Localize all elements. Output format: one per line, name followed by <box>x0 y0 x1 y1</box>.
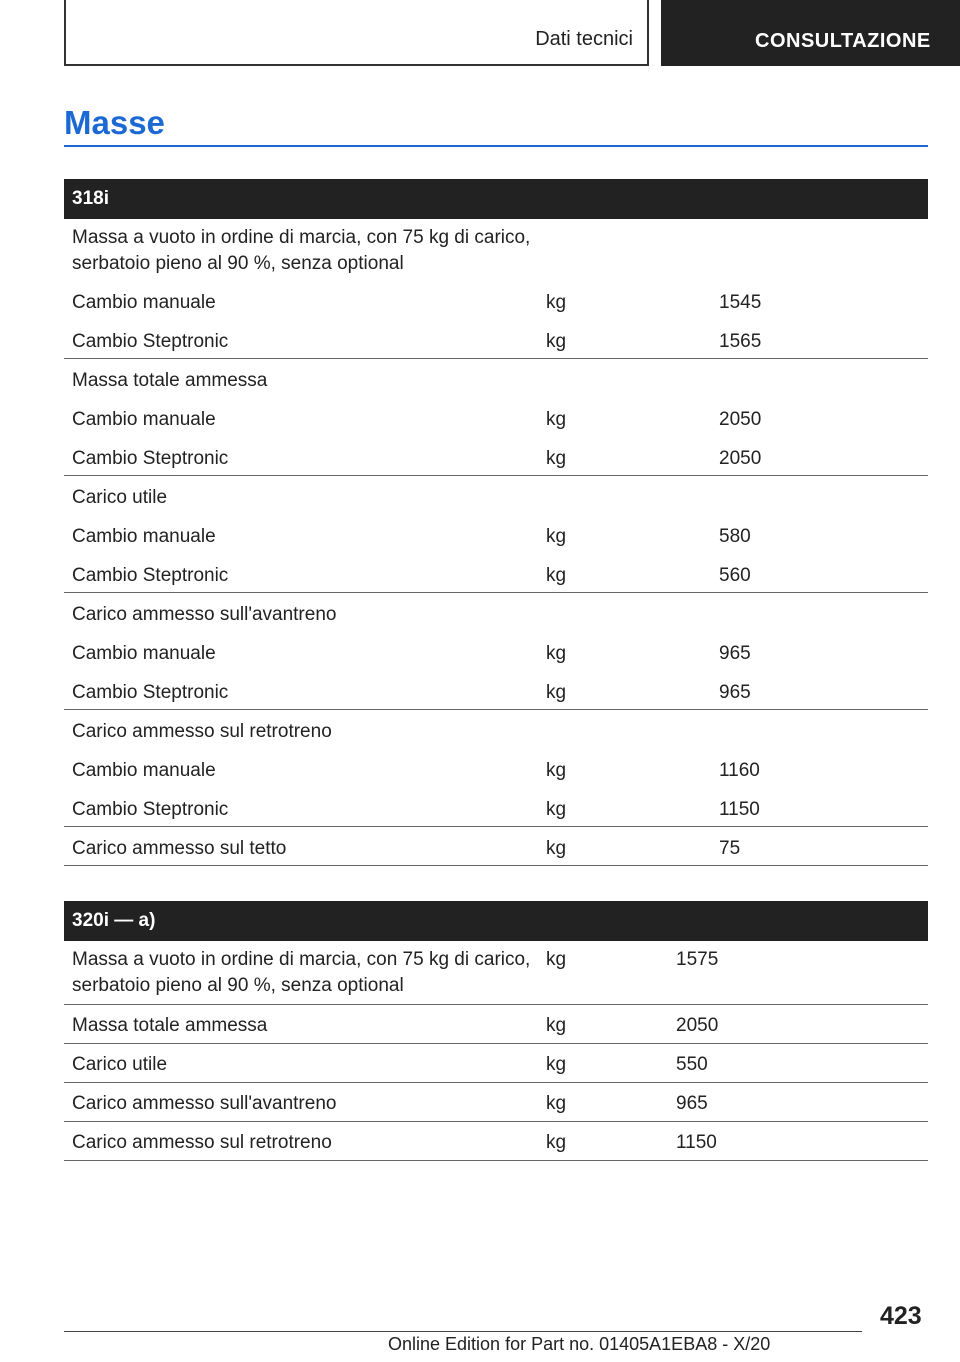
table-318i-title: 318i <box>64 179 928 219</box>
row-unit: kg <box>546 838 567 859</box>
row-label-cont: serbatoio pieno al 90 %, senza optional <box>72 253 404 274</box>
row-unit: kg <box>546 682 567 703</box>
title-divider <box>64 145 928 147</box>
table-row <box>64 632 928 671</box>
table-318i <box>64 179 928 866</box>
table-row <box>64 941 928 1005</box>
table-row <box>64 359 928 398</box>
row-label: Carico utile <box>72 487 168 508</box>
row-unit: kg <box>546 331 567 352</box>
table-row <box>64 671 928 710</box>
row-label: Cambio manuale <box>72 760 216 781</box>
footer-edition-text: Online Edition for Part no. 01405A1EBA8 - X/20 <box>388 1334 771 1354</box>
row-label: Cambio Steptronic <box>72 799 229 820</box>
row-unit: kg <box>546 949 567 970</box>
row-label: Carico utile <box>72 1054 168 1075</box>
row-unit: kg <box>546 526 567 547</box>
row-label: Cambio Steptronic <box>72 448 229 469</box>
row-value: 1545 <box>719 292 762 313</box>
row-label: Cambio Steptronic <box>72 565 229 586</box>
table-row <box>64 827 928 866</box>
table-row <box>64 1044 928 1083</box>
row-value: 1160 <box>719 760 760 781</box>
row-label: Cambio Steptronic <box>72 682 229 703</box>
row-value: 2050 <box>719 409 762 430</box>
row-value: 1150 <box>719 799 760 820</box>
table-row <box>64 1083 928 1122</box>
row-value: 2050 <box>719 448 762 469</box>
table-row <box>64 437 928 476</box>
table-row <box>64 749 928 788</box>
header-section-label: Dati tecnici <box>535 28 633 50</box>
row-value: 2050 <box>676 1015 719 1036</box>
row-value: 1575 <box>676 949 719 970</box>
row-label: Carico ammesso sul tetto <box>72 838 287 859</box>
table-row <box>64 515 928 554</box>
row-value: 75 <box>719 838 741 859</box>
row-value: 965 <box>719 682 751 703</box>
row-unit: kg <box>546 799 567 820</box>
table-row <box>64 219 928 281</box>
row-unit: kg <box>546 1015 567 1036</box>
row-label: Carico ammesso sul retrotreno <box>72 721 332 742</box>
header-chapter-tab <box>661 0 960 66</box>
table-row <box>64 476 928 515</box>
row-label-cont: serbatoio pieno al 90 %, senza optional <box>72 975 404 996</box>
row-unit: kg <box>546 1093 567 1114</box>
row-unit: kg <box>546 643 567 664</box>
row-label: Cambio manuale <box>72 409 216 430</box>
row-label: Massa a vuoto in ordine di marcia, con 75 kg di carico, <box>72 949 531 970</box>
row-value: 1565 <box>719 331 762 352</box>
table-320i <box>64 901 928 1161</box>
page-title: Masse <box>64 104 165 141</box>
row-label: Massa totale ammessa <box>72 370 268 391</box>
row-value: 580 <box>719 526 751 547</box>
row-label: Massa a vuoto in ordine di marcia, con 75 kg di carico, <box>72 227 531 248</box>
row-value: 560 <box>719 565 751 586</box>
row-label: Cambio Steptronic <box>72 331 229 352</box>
row-unit: kg <box>546 565 567 586</box>
table-row <box>64 554 928 593</box>
table-row <box>64 1122 928 1161</box>
row-value: 965 <box>676 1093 708 1114</box>
header-chapter-label: CONSULTAZIONE <box>755 30 931 52</box>
row-label: Cambio manuale <box>72 643 216 664</box>
row-unit: kg <box>546 409 567 430</box>
row-label: Carico ammesso sull'avantreno <box>72 1093 337 1114</box>
row-unit: kg <box>546 448 567 469</box>
row-unit: kg <box>546 1054 567 1075</box>
footer-divider <box>64 1331 862 1332</box>
table-row <box>64 788 928 827</box>
table-row <box>64 593 928 632</box>
row-value: 1150 <box>676 1132 717 1153</box>
row-label: Massa totale ammessa <box>72 1015 268 1036</box>
row-label: Carico ammesso sull'avantreno <box>72 604 337 625</box>
row-unit: kg <box>546 292 567 313</box>
header-section-box <box>64 0 649 66</box>
row-unit: kg <box>546 1132 567 1153</box>
row-label: Cambio manuale <box>72 526 216 547</box>
table-row <box>64 281 928 320</box>
table-row <box>64 398 928 437</box>
row-label: Cambio manuale <box>72 292 216 313</box>
table-row <box>64 1005 928 1044</box>
row-label: Carico ammesso sul retrotreno <box>72 1132 332 1153</box>
row-value: 550 <box>676 1054 708 1075</box>
table-320i-title: 320i — a) <box>64 901 928 941</box>
row-unit: kg <box>546 760 567 781</box>
page-number: 423 <box>880 1302 922 1330</box>
table-row <box>64 320 928 359</box>
table-row <box>64 710 928 749</box>
row-value: 965 <box>719 643 751 664</box>
